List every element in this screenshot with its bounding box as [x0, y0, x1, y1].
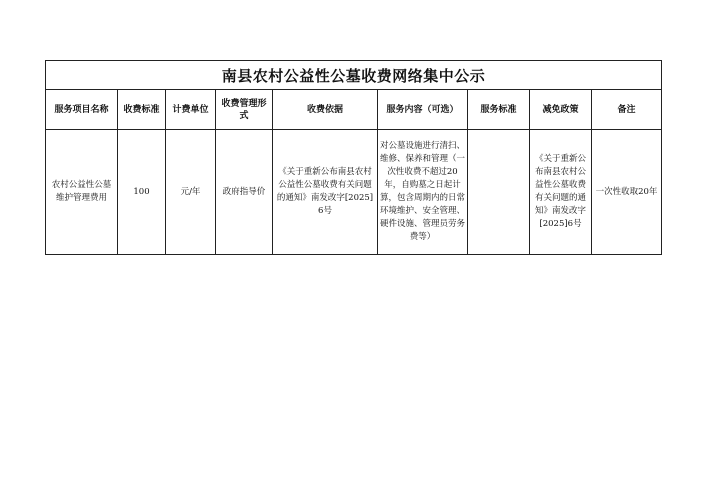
remarks-text: 一次性收取20年 — [595, 186, 658, 197]
cell-billing-unit — [166, 130, 216, 255]
header-remarks: 备注 — [592, 90, 662, 130]
title-row — [46, 61, 662, 90]
cell-fee-standard — [118, 130, 166, 255]
management-form-text: 政府指导价 — [222, 186, 266, 197]
exemption-policy-text: 《关于重新公布南县农村公益性公墓收费有关问题的通知》南发改字[2025]6号 — [534, 154, 586, 229]
service-content-text: 对公墓设施进行清扫、维修、保养和管理（一次性收费不超过20年，自购墓之日起计算，包含周期内的日常环境维护、安全管理、硬件设施、管理员劳务费等） — [380, 141, 466, 242]
document-title: 南县农村公益性公墓收费网络集中公示 — [46, 61, 662, 90]
header-service-name: 服务项目名称 — [46, 90, 118, 130]
cell-service-standard — [468, 130, 530, 255]
cell-basis — [273, 130, 378, 255]
header-row — [46, 90, 662, 130]
table-row — [46, 130, 662, 255]
billing-unit-text: 元/年 — [180, 186, 201, 197]
cell-management-form — [216, 130, 273, 255]
cell-remarks — [592, 130, 662, 255]
header-billing-unit: 计费单位 — [166, 90, 216, 130]
fee-publicity-table — [45, 60, 662, 255]
service-name-text: 农村公益性公墓维护管理费用 — [51, 180, 112, 203]
header-service-standard: 服务标准 — [468, 90, 530, 130]
cell-service-name — [46, 130, 118, 255]
header-basis: 收费依据 — [273, 90, 378, 130]
cell-service-content — [378, 130, 468, 255]
header-service-content: 服务内容（可选） — [378, 90, 468, 130]
header-management-form: 收费管理形式 — [216, 90, 273, 130]
fee-standard-text: 100 — [133, 186, 150, 197]
basis-text: 《关于重新公布南县农村公益性公墓收费有关问题的通知》南发改字[2025]6号 — [276, 167, 374, 216]
header-exemption-policy: 减免政策 — [530, 90, 592, 130]
cell-exemption-policy — [530, 130, 592, 255]
header-fee-standard: 收费标准 — [118, 90, 166, 130]
